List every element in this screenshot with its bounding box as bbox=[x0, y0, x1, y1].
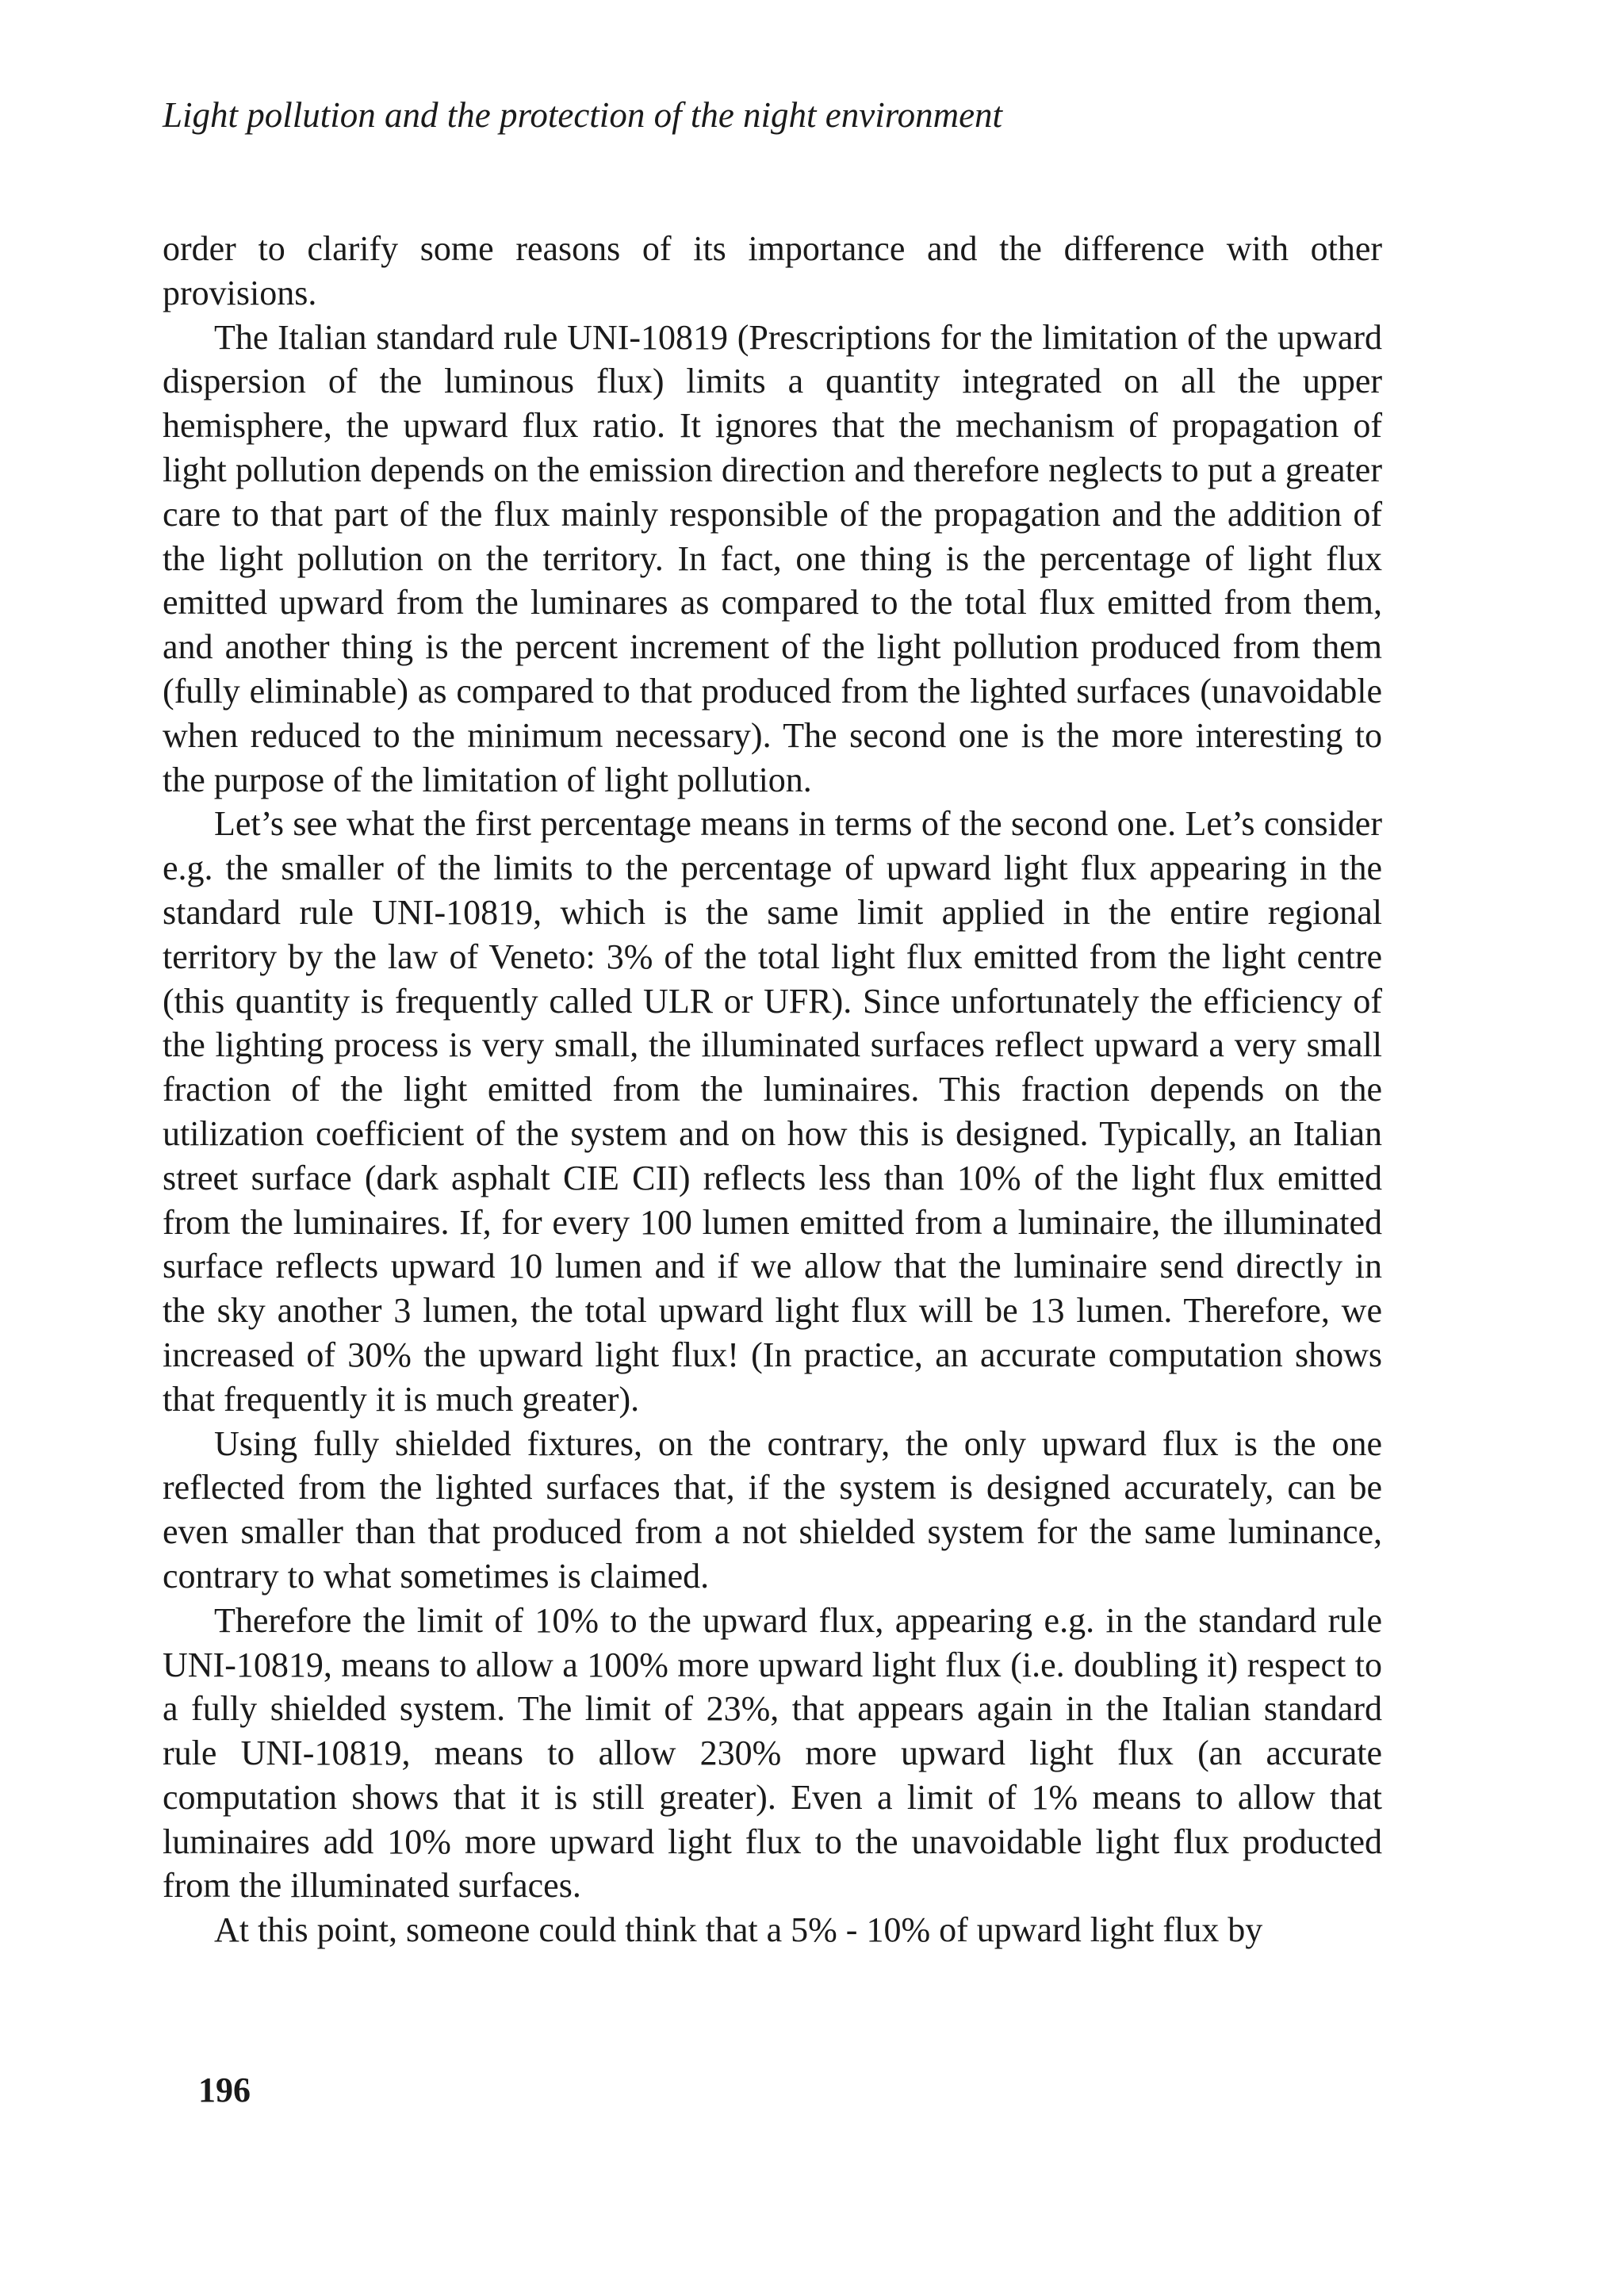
paragraph-at-this-point: At this point, someone could think that a 5% - 10% of upward light flux by bbox=[214, 1910, 1263, 1950]
paragraph-percentage-example: Let’s see what the first percentage means in terms of the second one. Let’s consider e.g. the smaller of the limits to the percentage of upward light flux appearing in the standard rule UNI-10819, which is the same limit applied in the entire regional territory by the law of Veneto: 3% of the total light flux emitted from the light centre (this quantity is frequently called ULR or UFR). Since unfortunately the efficiency of the lighting process is very small, the illuminated surfaces reflect upward a very small fraction of the light emitted from the luminaires. This fraction depends on the utilization coefficient of the system and on how this is designed. Typically, an Italian street surface (dark asphalt CIE CII) reflects less than 10% of the light flux emitted from the luminaires. If, for every 100 lumen emitted from a luminaire, the illuminated surface reflects upward 10 lumen and if we allow that the luminaire send directly in the sky another 3 lumen, the total upward light flux will be 13 lumen. Therefore, we increased of 30% the upward light flux! (In practice, an accurate computation shows that frequently it is much greater). bbox=[163, 804, 1382, 1419]
paragraph-limits: Therefore the limit of 10% to the upward flux, appearing e.g. in the standard rule UNI-10819, means to allow a 100% more upward light flux (i.e. doubling it) respect to a fully shielded system. The limit of 23%, that appears again in the Italian standard rule UNI-10819, means to allow 230% more upward light flux (an accurate computation shows that it is still greater). Even a limit of 1% means to allow that luminaires add 10% more upward light flux to the unavoidable light flux producted from the illuminated surfaces. bbox=[163, 1600, 1382, 1906]
page-number: 196 bbox=[198, 2071, 251, 2109]
body-text bbox=[163, 227, 1382, 1952]
paragraph-continued: order to clarify some reasons of its importance and the difference with other provisions. bbox=[163, 229, 1382, 312]
paragraph-fully-shielded: Using fully shielded fixtures, on the contrary, the only upward flux is the one reflected from the lighted surfaces that, if the system is designed accurately, can be even smaller than that produced from a not shielded system for the same luminance, contrary to what sometimes is claimed. bbox=[163, 1423, 1382, 1596]
running-head: Light pollution and the protection of the night environment bbox=[163, 95, 1003, 135]
paragraph-uni-10819-intro: The Italian standard rule UNI-10819 (Prescriptions for the limitation of the upward dispersion of the luminous flux) limits a quantity integrated on all the upper hemisphere, the upward flux ratio. It ignores that the mechanism of propagation of light pollution depends on the emission direction and therefore neglects to put a greater care to that part of the flux mainly responsible of the propagation and the addition of the light pollution on the territory. In fact, one thing is the percentage of light flux emitted upward from the luminares as compared to the total flux emitted from them, and another thing is the percent increment of the light pollution produced from them (fully eliminable) as compared to that produced from the lighted surfaces (unavoidable when reduced to the minimum necessary). The second one is the more interesting to the purpose of the limitation of light pollution. bbox=[163, 317, 1382, 799]
